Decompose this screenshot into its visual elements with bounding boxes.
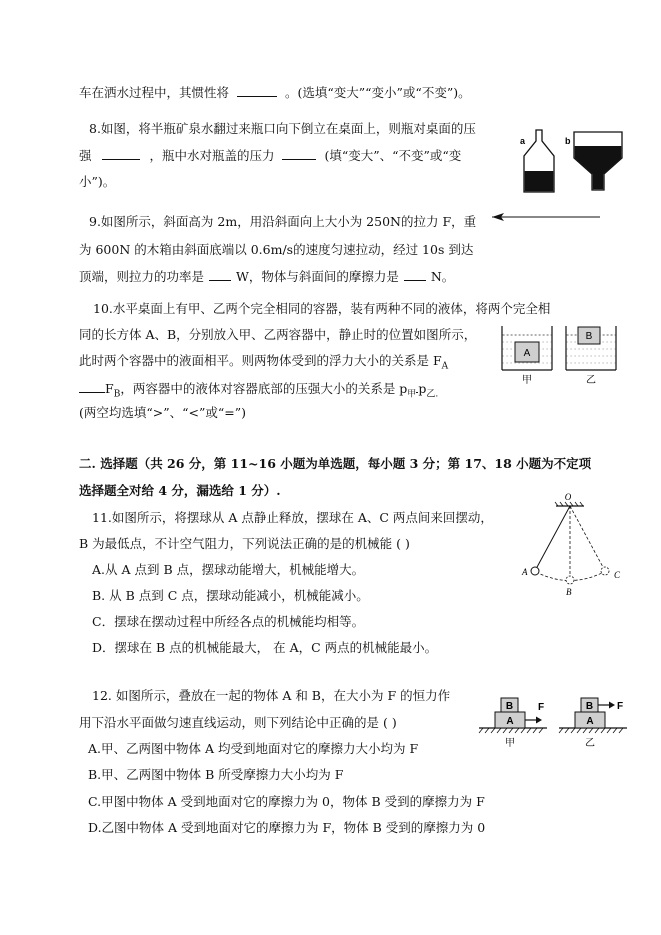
point-c-label: C — [614, 570, 621, 580]
q8-blank-2[interactable] — [282, 147, 316, 160]
q11-stem-line1: 11.如图所示，将摆球从 A 点静止释放，摆球在 A、C 两点间来回摆动， — [92, 510, 493, 525]
bottle-a-upright — [524, 130, 554, 192]
q8-blank-1[interactable] — [102, 147, 140, 160]
q12-option-d[interactable]: D.乙图中物体 A 受到地面对它的摩擦力为 F，物体 B 受到的摩擦力为 0 — [88, 820, 486, 835]
jia-block-a-label: A — [506, 716, 514, 727]
q8-line1: 8.如图，将半瓶矿泉水翻过来瓶口向下倒立在桌面上，则瓶对桌面的压 — [89, 121, 476, 136]
q9-blank-power[interactable] — [209, 268, 231, 281]
jia-block-b-label: B — [505, 701, 514, 712]
point-a-label: A — [522, 567, 528, 577]
q10-line2: 同的长方体 A、B，分别放入甲、乙两容器中，静止时的位置如图所示， — [79, 327, 477, 342]
q11-option-d[interactable]: D．摆球在 B 点的机械能最大， 在 A，C 两点的机械能最小。 — [92, 640, 438, 655]
q10-blank-buoyancy[interactable] — [79, 380, 105, 393]
bob-a — [531, 567, 539, 575]
q12-option-c[interactable]: C.甲图中物体 A 受到地面对它的摩擦力为 0，物体 B 受到的摩擦力为 F — [88, 794, 485, 809]
q9-line3: 顶端，则拉力的功率是 W，物体与斜面间的摩擦力是 N。 — [79, 269, 455, 284]
block-b-label: B — [585, 331, 593, 342]
q7-blank[interactable] — [237, 84, 277, 97]
container-jia — [502, 326, 552, 370]
q10-line1: 10.水平桌面上有甲、乙两个完全相同的容器，装有两种不同的液体，将两个完全相 — [93, 301, 551, 316]
point-b-label: B — [566, 587, 572, 597]
q7-tail — [79, 84, 471, 101]
container-label-yi: 乙 — [586, 375, 596, 386]
q8-label-a: a — [520, 136, 526, 146]
q9-line1: 9.如图所示，斜面高为 2m，用沿斜面向上大小为 250N的拉力 F，重 — [89, 214, 477, 229]
force-arrow-icon — [536, 717, 542, 724]
q9-line2: 为 600N 的木箱由斜面底端以 0.6m/s的速度匀速拉动，经过 10s 到达 — [79, 242, 474, 257]
yi-block-b-label: B — [585, 701, 594, 712]
bob-b — [566, 576, 574, 584]
blocks-yi — [559, 698, 627, 733]
q11-pendulum-figure — [510, 492, 630, 602]
q7-text-pre: 车在洒水过程中，其惯性将 — [79, 85, 230, 100]
q8-label-b: b — [565, 136, 571, 146]
yi-force-label: F — [617, 701, 624, 712]
q12-option-a[interactable]: A.甲、乙两图中物体 A 均受到地面对它的摩擦力大小均为 F — [88, 741, 419, 756]
q12-blocks-figure — [475, 690, 635, 750]
jia-force-label: F — [538, 702, 545, 713]
blocks-jia — [479, 698, 547, 733]
force-arrow-icon — [609, 702, 615, 709]
block-a-label: A — [523, 348, 531, 359]
q11-option-a[interactable]: A.从 A 点到 B 点，摆球动能增大，机械能增大。 — [92, 562, 365, 577]
container-label-jia: 甲 — [522, 375, 532, 386]
q12-option-b[interactable]: B.甲、乙两图中物体 B 所受摩擦力大小均为 F — [88, 767, 344, 782]
q10-line3: 此时两个容器中的液面相平。则两物体受到的浮力大小的关系是 $F_A$ — [79, 353, 449, 372]
q11-option-c[interactable]: C．摆球在摆动过程中所经各点的机械能均相等。 — [92, 614, 365, 629]
q10-containers-figure — [500, 322, 625, 384]
container-yi — [566, 326, 616, 370]
bob-c — [601, 567, 609, 575]
blocks-label-yi: 乙 — [585, 738, 595, 749]
q11-stem-line2: B 为最低点，不计空气阻力，下列说法正确的是的机械能 ( ) — [79, 536, 410, 551]
q8-bottles-figure — [518, 126, 643, 194]
q12-stem-line1: 12. 如图所示，叠放在一起的物体 A 和 B，在大小为 F 的恒力作 — [92, 688, 451, 703]
bottle-b-inverted — [574, 132, 622, 190]
q9-incline-figure — [488, 210, 603, 224]
q8-line3: 小”)。 — [79, 174, 116, 189]
section2-heading-line2: 选择题全对给 4 分，漏选给 1 分）. — [79, 483, 281, 498]
q10-line4: $F_B$，两容器中的液体对容器底部的压强大小的关系是 $p_甲$ $p_{乙.}$ — [79, 380, 438, 403]
section2-heading-line1: 二. 选择题（共 26 分，第 11~16 小题为单选题，每小题 3 分；第 17、18 小题为不定项 — [79, 456, 592, 471]
q9-blank-friction[interactable] — [404, 268, 426, 281]
q7-text-post: 。(选填“变大”“变小”或“不变”)。 — [284, 85, 471, 100]
q8-line2: 强 ，瓶中水对瓶盖的压力 (填“变大”、“不变”或“变 — [79, 148, 462, 163]
blocks-label-jia: 甲 — [505, 738, 515, 749]
point-o-label: O — [564, 492, 572, 502]
yi-block-a-label: A — [586, 716, 594, 727]
q10-line5: (两空均选填“>”、“<”或“=”) — [79, 405, 247, 420]
q11-option-b[interactable]: B. 从 B 点到 C 点，摆球动能减小，机械能减小。 — [92, 588, 369, 603]
q12-stem-line2: 用下沿水平面做匀速直线运动，则下列结论中正确的是 ( ) — [79, 715, 397, 730]
